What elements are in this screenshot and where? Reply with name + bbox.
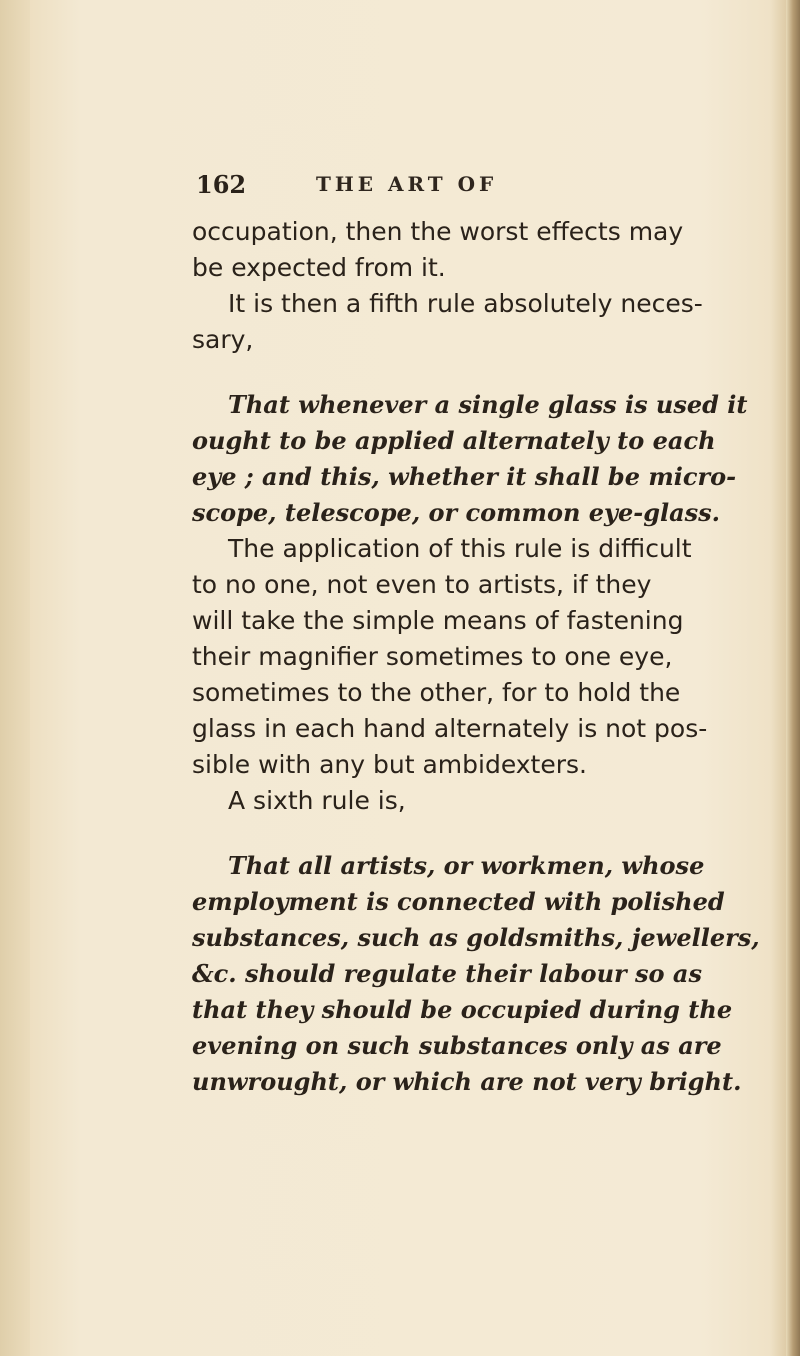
text-line: will take the simple means of fastening — [192, 606, 684, 635]
text-line: It is then a fifth rule absolutely neces- — [228, 289, 703, 318]
text-line: to no one, not even to artists, if they — [192, 570, 652, 599]
italic-rule-line: &c. should regulate their labour so as — [192, 959, 702, 988]
italic-rule-line: evening on such substances only as are — [192, 1031, 722, 1060]
paragraph-gap — [192, 358, 752, 387]
text-line: occupation, then the worst effects may — [192, 217, 684, 246]
text-line: their magnifier sometimes to one eye, — [192, 642, 673, 671]
page-header — [196, 170, 716, 204]
italic-rule-line: That whenever a single glass is used it — [228, 390, 748, 419]
text-line: be expected from it. — [192, 253, 446, 282]
italic-rule-line: That all artists, or workmen, whose — [228, 851, 705, 880]
text-line: glass in each hand alternately is not pos- — [192, 714, 708, 743]
paragraph-gap — [192, 819, 752, 848]
text-line: A sixth rule is, — [228, 786, 406, 815]
italic-rule-line: employment is connected with polished — [192, 887, 725, 916]
running-title: THE ART OF — [316, 172, 498, 196]
italic-rule-line: unwrought, or which are not very bright. — [192, 1067, 742, 1096]
text-line: sary, — [192, 325, 254, 354]
page-gutter — [0, 0, 30, 1356]
page-text — [192, 214, 760, 1100]
italic-rule-line: eye ; and this, whether it shall be micro- — [192, 462, 737, 491]
text-line: sible with any but ambidexters. — [192, 750, 587, 779]
italic-rule-line: scope, telescope, or common eye-glass. — [192, 498, 721, 527]
italic-rule-line: that they should be occupied during the — [192, 995, 733, 1024]
italic-rule-line: substances, such as goldsmiths, jewellers, — [192, 923, 760, 952]
page-edge — [786, 0, 800, 1356]
text-line: The application of this rule is difficult — [228, 534, 692, 563]
page-number: 162 — [196, 170, 247, 199]
text-line: sometimes to the other, for to hold the — [192, 678, 681, 707]
italic-rule-line: ought to be applied alternately to each — [192, 426, 716, 455]
